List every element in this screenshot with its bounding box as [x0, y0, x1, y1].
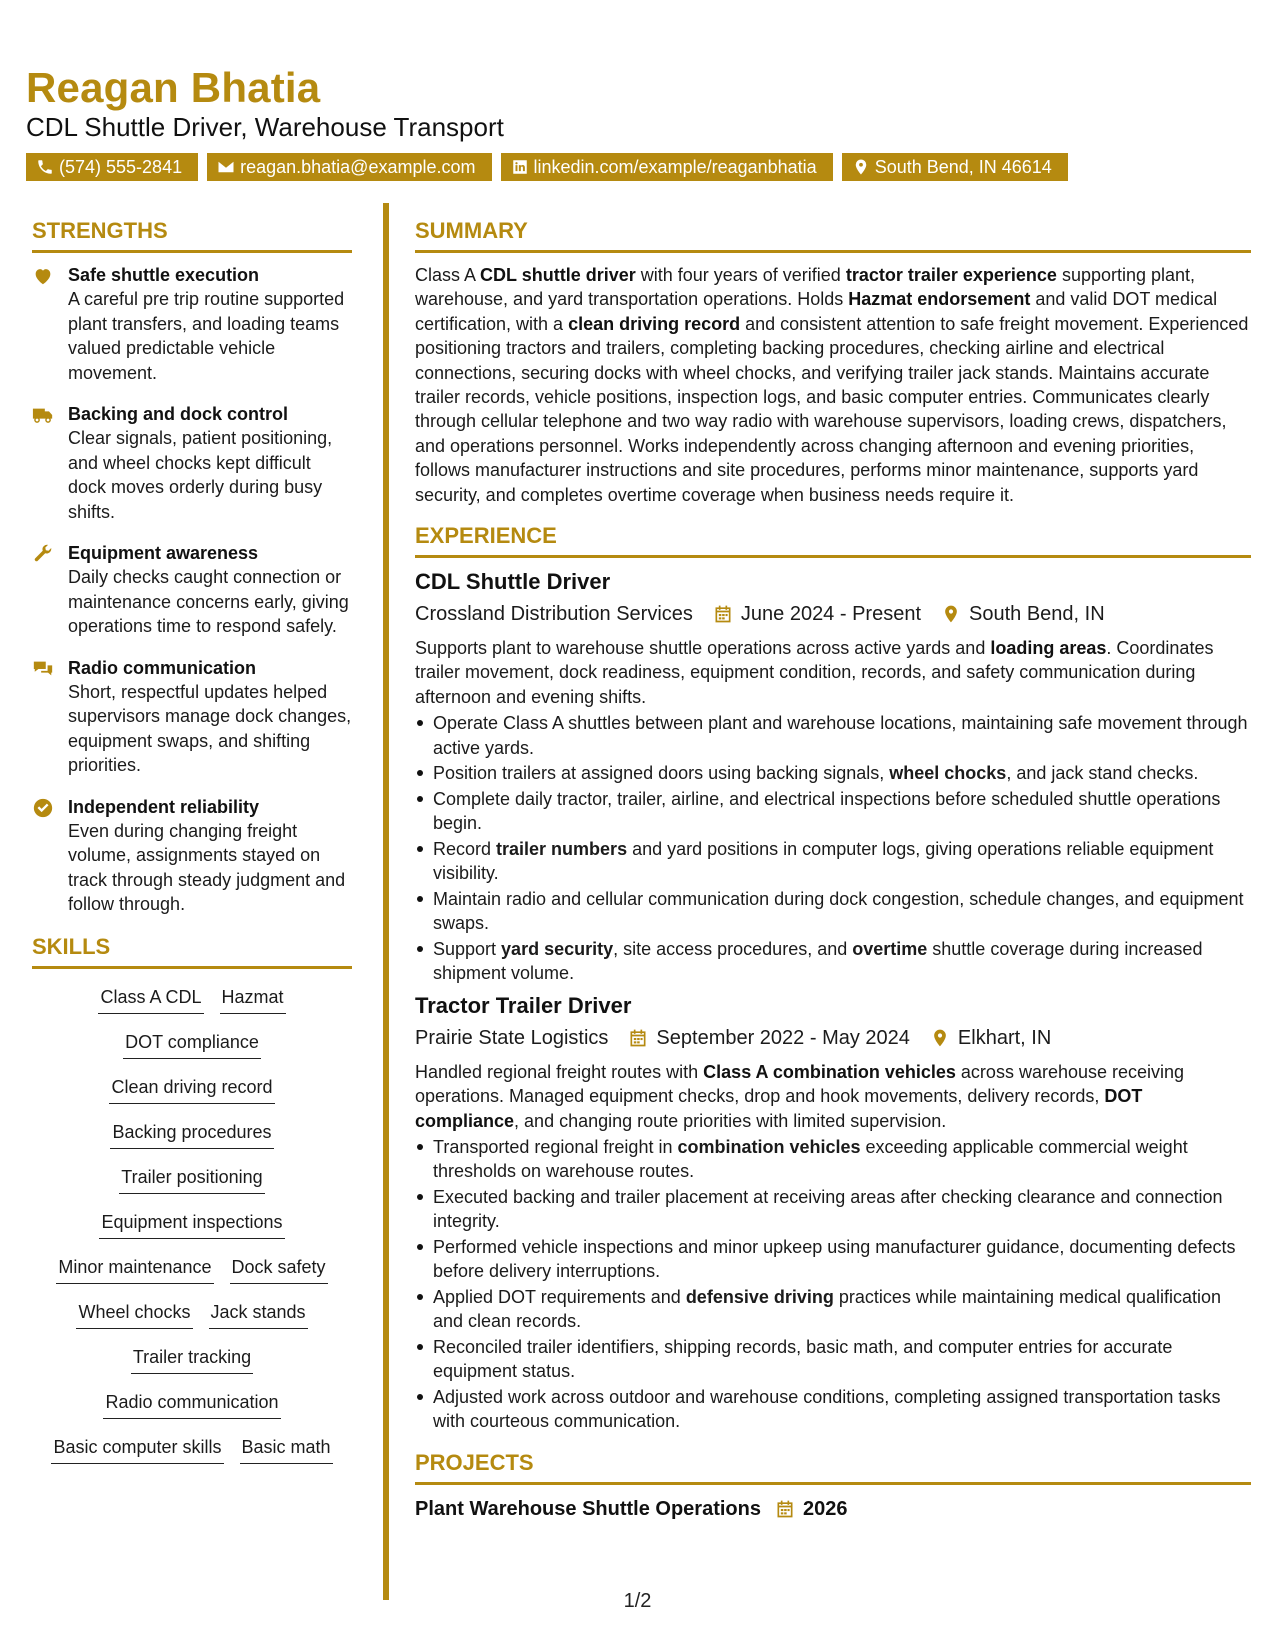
strength-desc: Clear signals, patient positioning, and wheel chocks kept difficult dock moves orderly during busy shifts. [68, 428, 333, 522]
experience-heading: EXPERIENCE [415, 523, 1251, 558]
contact-email[interactable] [207, 153, 491, 181]
skill-row [123, 1030, 261, 1075]
candidate-role: CDL Shuttle Driver, Warehouse Transport [26, 112, 504, 142]
skill-row [56, 1255, 327, 1300]
skill-tag: Minor maintenance [56, 1255, 213, 1284]
job-bullet: Support yard security, site access procedures, and overtime shuttle coverage during increased shipment volume. [415, 937, 1251, 986]
calendar-icon [775, 1499, 795, 1519]
strength-title: Equipment awareness [68, 543, 259, 563]
skill-tag: Trailer tracking [131, 1345, 253, 1374]
project-item [415, 1495, 1251, 1523]
job-bullet: Transported regional freight in combination vehicles exceeding applicable commercial weight thresholds on warehouse routes. [415, 1135, 1251, 1184]
summary-text: Class A CDL shuttle driver with four years of verified tractor trailer experience supporting plant, warehouse, and yard transportation operations. Holds Hazmat endorsement and valid DOT medical certification, with a clean driving record and consistent attention to safe freight movement. Experienced positioning tractors and trailers, completing backing procedures, checking airline and electrical connections, securing docks with wheel chocks, and verifying trailer jack stands. Maintains accurate trailer records, vehicle positions, inspection logs, and basic computer entries. Communicates clearly through cellular telephone and two way radio with warehouse supervisors, loading crews, dispatchers, and operations personnel. Works independently across changing afternoon and evening priorities, follows manufacturer instructions and site procedures, performs minor maintenance, supports yard security, and completes overtime coverage when business needs require it. [415, 265, 1249, 505]
job-bullet: Reconciled trailer identifiers, shipping records, basic math, and computer entries for accurate equipment status. [415, 1335, 1251, 1384]
job-meta [415, 1024, 1251, 1052]
strength-item [32, 402, 352, 524]
skill-tag: Backing procedures [110, 1120, 273, 1149]
contact-location [842, 153, 1068, 181]
skill-tag: Dock safety [230, 1255, 328, 1284]
strength-title: Radio communication [68, 657, 257, 678]
strength-desc: Short, respectful updates helped supervisors manage dock changes, equipment swaps, and shifting priorities. [68, 681, 352, 775]
job-bullets [415, 711, 1251, 985]
strength-item [32, 263, 352, 385]
skill-row [110, 1120, 273, 1165]
left-column [32, 218, 352, 1480]
strength-item [32, 795, 352, 917]
phone-icon [36, 158, 54, 176]
contact-phone[interactable] [26, 153, 198, 181]
skill-tag: Class A CDL [98, 985, 203, 1014]
strength-title: Backing and dock control [68, 404, 289, 424]
skills-section [32, 934, 352, 1480]
skill-tag: Jack stands [209, 1300, 308, 1329]
job-bullet: Complete daily tractor, trailer, airline, and electrical inspections before scheduled shuttle operations begin. [415, 787, 1251, 836]
skill-tag: Hazmat [220, 985, 286, 1014]
heart-icon [32, 265, 54, 287]
job-bullet: Record trailer numbers and yard positions in computer logs, giving operations reliable equipment visibility. [415, 837, 1251, 886]
strength-title: Independent reliability [68, 796, 260, 817]
skill-tag: Radio communication [103, 1390, 280, 1419]
job-dates: September 2022 - May 2024 [656, 1026, 910, 1049]
job-bullet: Position trailers at assigned doors using backing signals, wheel chocks, and jack stand checks. [415, 761, 1251, 785]
skill-row [76, 1300, 307, 1345]
skill-tag: Trailer positioning [119, 1165, 264, 1194]
skill-tag: Basic computer skills [51, 1435, 223, 1464]
job-intro: Supports plant to warehouse shuttle operations across active yards and loading areas. Coordinates trailer movement, dock readiness, equipment condition, records, and safety communication during afternoon and evening shifts. [415, 638, 1214, 707]
contact-email-text: reagan.bhatia@example.com [240, 157, 476, 177]
strength-item [32, 541, 352, 639]
job-dates: June 2024 - Present [740, 603, 922, 626]
check-circle-icon [32, 797, 54, 819]
skill-row [109, 1075, 274, 1120]
comments-icon [32, 658, 54, 680]
job-company: Crossland Distribution Services [415, 603, 693, 626]
project-year: 2026 [802, 1497, 848, 1520]
job-bullet: Operate Class A shuttles between plant and warehouse locations, maintaining safe movement through active yards. [415, 711, 1251, 760]
envelope-icon [217, 158, 235, 176]
column-divider [383, 203, 389, 1600]
job-entry [415, 568, 1251, 986]
skill-row [98, 985, 285, 1030]
skill-row [99, 1210, 284, 1255]
job-location: South Bend, IN [969, 603, 1105, 626]
skill-row [103, 1390, 280, 1435]
contact-bar [26, 153, 1068, 181]
job-title: CDL Shuttle Driver [415, 569, 611, 595]
job-bullet: Maintain radio and cellular communication during dock congestion, schedule changes, and equipment swaps. [415, 887, 1251, 936]
map-pin-icon [930, 1028, 950, 1048]
strength-desc: A careful pre trip routine supported plant transfers, and loading teams valued predictable vehicle movement. [68, 289, 345, 383]
job-meta [415, 600, 1251, 628]
strength-desc: Daily checks caught connection or maintenance concerns early, giving operations time to respond safely. [68, 567, 349, 636]
strength-item [32, 656, 352, 778]
wrench-icon [32, 543, 54, 565]
strengths-heading: STRENGTHS [32, 218, 352, 253]
job-location: Elkhart, IN [957, 1026, 1052, 1049]
skill-row [119, 1165, 264, 1210]
candidate-name: Reagan Bhatia [26, 64, 321, 111]
skill-row [131, 1345, 253, 1390]
skill-tag: Basic math [240, 1435, 333, 1464]
skill-row [51, 1435, 332, 1480]
right-column [415, 218, 1251, 1523]
strengths-list [32, 263, 352, 917]
skill-tag: Wheel chocks [76, 1300, 192, 1329]
job-bullets [415, 1135, 1251, 1434]
contact-location-text: South Bend, IN 46614 [874, 157, 1052, 177]
linkedin-icon [511, 158, 529, 176]
skills-list [32, 985, 352, 1480]
projects-heading: PROJECTS [415, 1450, 1251, 1485]
skill-tag: DOT compliance [123, 1030, 261, 1059]
skills-heading: SKILLS [32, 934, 352, 969]
contact-phone-text: (574) 555-2841 [59, 157, 183, 177]
job-bullet: Applied DOT requirements and defensive driving practices while maintaining medical qualification and clean records. [415, 1285, 1251, 1334]
contact-linkedin-text: linkedin.com/example/reaganbhatia [533, 157, 817, 177]
job-title: Tractor Trailer Driver [415, 992, 632, 1018]
job-intro: Handled regional freight routes with Class A combination vehicles across warehouse receiving operations. Managed equipment checks, drop and hook movements, delivery records, DOT compliance, and changing route priorities with limited supervision. [415, 1061, 1185, 1131]
calendar-icon [628, 1028, 648, 1048]
map-pin-icon [941, 604, 961, 624]
experience-list [415, 568, 1251, 1434]
skill-tag: Clean driving record [109, 1075, 274, 1104]
truck-icon [32, 404, 54, 426]
calendar-icon [713, 604, 733, 624]
job-company: Prairie State Logistics [415, 1026, 609, 1049]
job-bullet: Performed vehicle inspections and minor upkeep using manufacturer guidance, documenting defects before delivery interruptions. [415, 1235, 1251, 1284]
strength-title: Safe shuttle execution [68, 265, 260, 285]
strength-desc: Even during changing freight volume, assignments stayed on track through steady judgment and follow through. [68, 820, 346, 914]
contact-linkedin[interactable] [501, 153, 833, 181]
skill-tag: Equipment inspections [99, 1210, 284, 1239]
project-title: Plant Warehouse Shuttle Operations [415, 1497, 761, 1520]
job-entry [415, 992, 1251, 1434]
summary-heading: SUMMARY [415, 218, 1251, 253]
page-number: 1/2 [623, 1590, 652, 1612]
job-bullet: Adjusted work across outdoor and warehouse conditions, completing assigned transportation tasks with courteous communication. [415, 1385, 1251, 1434]
map-pin-icon [852, 158, 870, 176]
job-bullet: Executed backing and trailer placement at receiving areas after checking clearance and connection integrity. [415, 1185, 1251, 1234]
